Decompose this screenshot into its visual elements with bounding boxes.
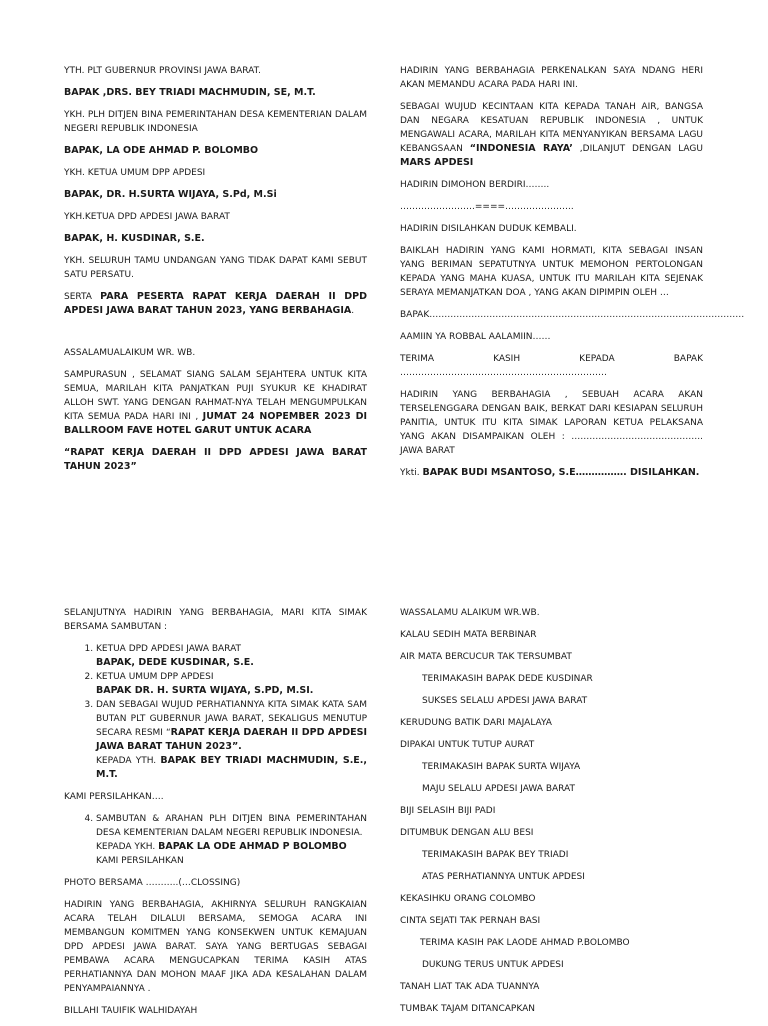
pantun-line: TERIMAKASIH BAPAK SURTA WIJAYA (422, 762, 581, 772)
pantun-line: TANAH LIAT TAK ADA TUANNYA (400, 982, 540, 992)
report-speaker: Ykti. BAPAK BUDI MSANTOSO, S.E……………. DISILAHKAN. (400, 467, 700, 478)
report-paragraph: HADIRIN YANG BERBAHAGIA , SEBUAH ACARA AKAN TERSELENGGARA DENGAN BAIK, BERKAT DARI KESIAPAN SELURUH PANITIA, UNTUK ITU KITA SIMAK LAPORAN KETUA PELAKSANA YANG AKAN DISAMPAIKAN OLEH : …………………………………….. JAWA BARAT (400, 390, 703, 456)
pantun-line: BIJI SELASIH BIJI PADI (400, 806, 496, 816)
salutation-line: YKH. PLH DITJEN BINA PEMERINTAHAN DESA KEMENTERIAN DALAM NEGERI REPUBLIK INDONESIA (64, 110, 367, 134)
anthem-paragraph: SEBAGAI WUJUD KECINTAAN KITA KEPADA TANAH AIR, BANGSA DAN NEGARA KESATUAN REPUBLIK INDONESIA , UNTUK MENGAWALI ACARA, MARILAH KITA MENYANYIKAN BERSAMA LAGU KEBANGSAAN “INDONESIA RAYA’ ,DILANJUT DENGAN LAGU MARS APDESI (400, 102, 703, 168)
pantun-line: ATAS PERHATIANNYA UNTUK APDESI (422, 872, 585, 882)
closing-paragraph: HADIRIN YANG BERBAHAGIA, AKHIRNYA SELURUH RANGKAIAN ACARA TELAH DILALUI BERSAMA, SEMOGA ACARA INI MEMBANGUN KOMITMEN YANG KONSEKWEN UNTUK KEMAJUAN DPD APDESI JAWA BARAT. SAYA YANG BERTUGAS SEBAGAI PEMBAWA ACARA MENGUCAPKAN TERIMA KASIH ATAS PERHATIANNYA DAN MOHON MAAF JIKA ADA KESALAHAN DALAM PENYAMPAIANNYA . (64, 900, 367, 994)
honoree-name: BAPAK, H. KUSDINAR, S.E. (64, 233, 205, 244)
pantun-line: MAJU SELALU APDESI JAWA BARAT (422, 784, 576, 794)
event-date-location: JUMAT 24 NOPEMBER 2023 DI BALLROOM FAVE HOTEL GARUT UNTUK ACARA (64, 411, 367, 436)
speaker-name: BAPAK, DEDE KUSDINAR, S.E. (96, 657, 254, 668)
pantun-line: KEKASIHKU ORANG COLOMBO (400, 894, 536, 904)
salutation-line: YTH. PLT GUBERNUR PROVINSI JAWA BARAT. (64, 66, 261, 76)
prayer-leader-blank: BAPAK…………………………………………………………………………………………… (400, 310, 745, 320)
list-item: 3. DAN SEBAGAI WUJUD PERHATIANNYA KITA SIMAK KATA SAM BUTAN PLT GUBERNUR JAWA BARAT, SEKALIGUS MENUTUP SECARA RESMI “RAPAT KERJA DAERAH II DPD APDESI JAWA BARAT TAHUN 2023”. KEPADA YTH. BAPAK BEY TRIADI MACHMUDIN, S.E., M.T. (96, 698, 367, 782)
pantun-line: TUMBAK TAJAM DITANCAPKAN (400, 1004, 535, 1014)
speaker-name: BAPAK BEY TRIADI MACHMUDIN, S.E., M.T. (96, 755, 368, 780)
honoree-name: BAPAK ,DRS. BEY TRIADI MACHMUDIN, SE, M.T. (64, 87, 316, 98)
speakers-list (64, 642, 367, 782)
salutation-line: YKH. SELURUH TAMU UNDANGAN YANG TIDAK DAPAT KAMI SEBUT SATU PERSATU. (64, 256, 367, 280)
greeting: ASSALAMUALAIKUM WR. WB. (64, 348, 196, 358)
pantun-line: DIPAKAI UNTUK TUTUP AURAT (400, 740, 535, 750)
pantun-line: TERIMA KASIH PAK LAODE AHMAD P.BOLOMBO (420, 938, 630, 948)
pantun-line: DUKUNG TERUS UNTUK APDESI (422, 960, 564, 970)
pantun-column (400, 606, 703, 1024)
photo-session-line: PHOTO BERSAMA ………..(…CLOSSING) (64, 878, 241, 888)
pantun-line: KALAU SEDIH MATA BERBINAR (400, 630, 537, 640)
salutation-line: YKH.KETUA DPD APDESI JAWA BARAT (64, 212, 230, 222)
pantun-line: TERIMAKASIH BAPAK BEY TRIADI (422, 850, 569, 860)
closing-phrase: BILLAHI TAUIFIK WALHIDAYAH (64, 1006, 198, 1016)
anthem-title: “INDONESIA RAYA’ (469, 143, 573, 154)
amen-line: AAMIIN YA ROBBAL AALAMIIN…… (400, 332, 551, 342)
honoree-name: BAPAK, DR. H.SURTA WIJAYA, S.Pd, M.Si (64, 189, 277, 200)
speeches-intro: SELANJUTNYA HADIRIN YANG BERBAHAGIA, MARI KITA SIMAK BERSAMA SAMBUTAN : (64, 608, 367, 632)
mc-intro: HADIRIN YANG BERBAHAGIA PERKENALKAN SAYA NDANG HERI AKAN MEMANDU ACARA PADA HARI INI. (400, 66, 703, 90)
opening-paragraph: SAMPURASUN , SELAMAT SIANG SALAM SEJAHTERA UNTUK KITA SEMUA, MARILAH KITA PANJATKAN PUJI SYUKUR KE KHADIRAT ALLOH SWT. YANG DENGAN RAHMAT-NYA TELAH MENGUMPULKAN KITA SEMUA PADA HARI INI , JUMAT 24 NOPEMBER 2023 DI BALLROOM FAVE HOTEL GARUT UNTUK ACARA (64, 370, 367, 436)
pantun-line: DITUMBUK DENGAN ALU BESI (400, 828, 534, 838)
pantun-line: CINTA SEJATI TAK PERNAH BASI (400, 916, 541, 926)
speeches-column (64, 606, 367, 1026)
prayer-paragraph: BAIKLAH HADIRIN YANG KAMI HORMATI, KITA SEBAGAI INSAN YANG BERIMAN SEPATUTNYA UNTUK MEMOHON PERTOLONGAN KEPADA YANG MAHA KUASA, UNTUK ITU MARILAH KITA SEJENAK SERAYA MEMANJATKAN DOA , YANG AKAN DIPIMPIN OLEH … (400, 246, 703, 298)
speakers-list-continued (64, 812, 367, 868)
mars-title: MARS APDESI (400, 157, 474, 168)
closing-event-title: RAPAT KERJA DAERAH II DPD APDESI JAWA BARAT TAHUN 2023”. (96, 727, 367, 752)
speaker-name: BAPAK LA ODE AHMAD P BOLOMBO (158, 841, 347, 852)
separator-line: …………………….====………………….. (400, 202, 574, 212)
event-title: “RAPAT KERJA DAERAH II DPD APDESI JAWA BARAT TAHUN 2023” (64, 447, 367, 472)
invitation-line: KAMI PERSILAHKAN…. (64, 792, 164, 802)
salutation-line: YKH. KETUA UMUM DPP APDESI (64, 168, 206, 178)
pantun-line: WASSALAMU ALAIKUM WR.WB. (400, 608, 540, 618)
participants-paragraph: SERTA PARA PESERTA RAPAT KERJA DAERAH II DPD APDESI JAWA BARAT TAHUN 2023, YANG BERBAHAGIA. (64, 291, 367, 316)
honoree-name: BAPAK, LA ODE AHMAD P. BOLOMBO (64, 145, 259, 156)
mc-introduction-column (400, 64, 745, 488)
list-item: 2. KETUA UMUM DPP APDESI BAPAK DR. H. SURTA WIJAYA, S.PD, M.SI. (96, 670, 367, 698)
instruction-line: HADIRIN DISILAHKAN DUDUK KEMBALI. (400, 224, 577, 234)
pantun-line: SUKSES SELALU APDESI JAWA BARAT (422, 696, 588, 706)
pantun-line: KERUDUNG BATIK DARI MAJALAYA (400, 718, 552, 728)
speaker-name: BAPAK DR. H. SURTA WIJAYA, S.PD, M.SI. (96, 685, 314, 696)
thanks-line: TERIMA KASIH KEPADA BAPAK …………………………………………………………… (400, 354, 703, 378)
participants-bold: PARA PESERTA RAPAT KERJA DAERAH II DPD APDESI JAWA BARAT TAHUN 2023, YANG BERBAHAGIA (64, 291, 367, 316)
opening-salutations-column (64, 64, 367, 482)
list-item: 1. KETUA DPD APDESI JAWA BARAT BAPAK, DEDE KUSDINAR, S.E. (96, 642, 367, 670)
instruction-line: HADIRIN DIMOHON BERDIRI…….. (400, 180, 550, 190)
pantun-line: TERIMAKASIH BAPAK DEDE KUSDINAR (422, 674, 593, 684)
list-item: 4. SAMBUTAN & ARAHAN PLH DITJEN BINA PEMERINTAHAN DESA KEMENTERIAN DALAM NEGERI REPUBLIK INDONESIA. KEPADA YKH. BAPAK LA ODE AHMAD P BOLOMBO KAMI PERSILAHKAN (96, 812, 367, 868)
pantun-line: AIR MATA BERCUCUR TAK TERSUMBAT (400, 652, 572, 662)
report-speaker-name: BAPAK BUDI MSANTOSO, S.E……………. DISILAHKAN. (422, 467, 700, 478)
